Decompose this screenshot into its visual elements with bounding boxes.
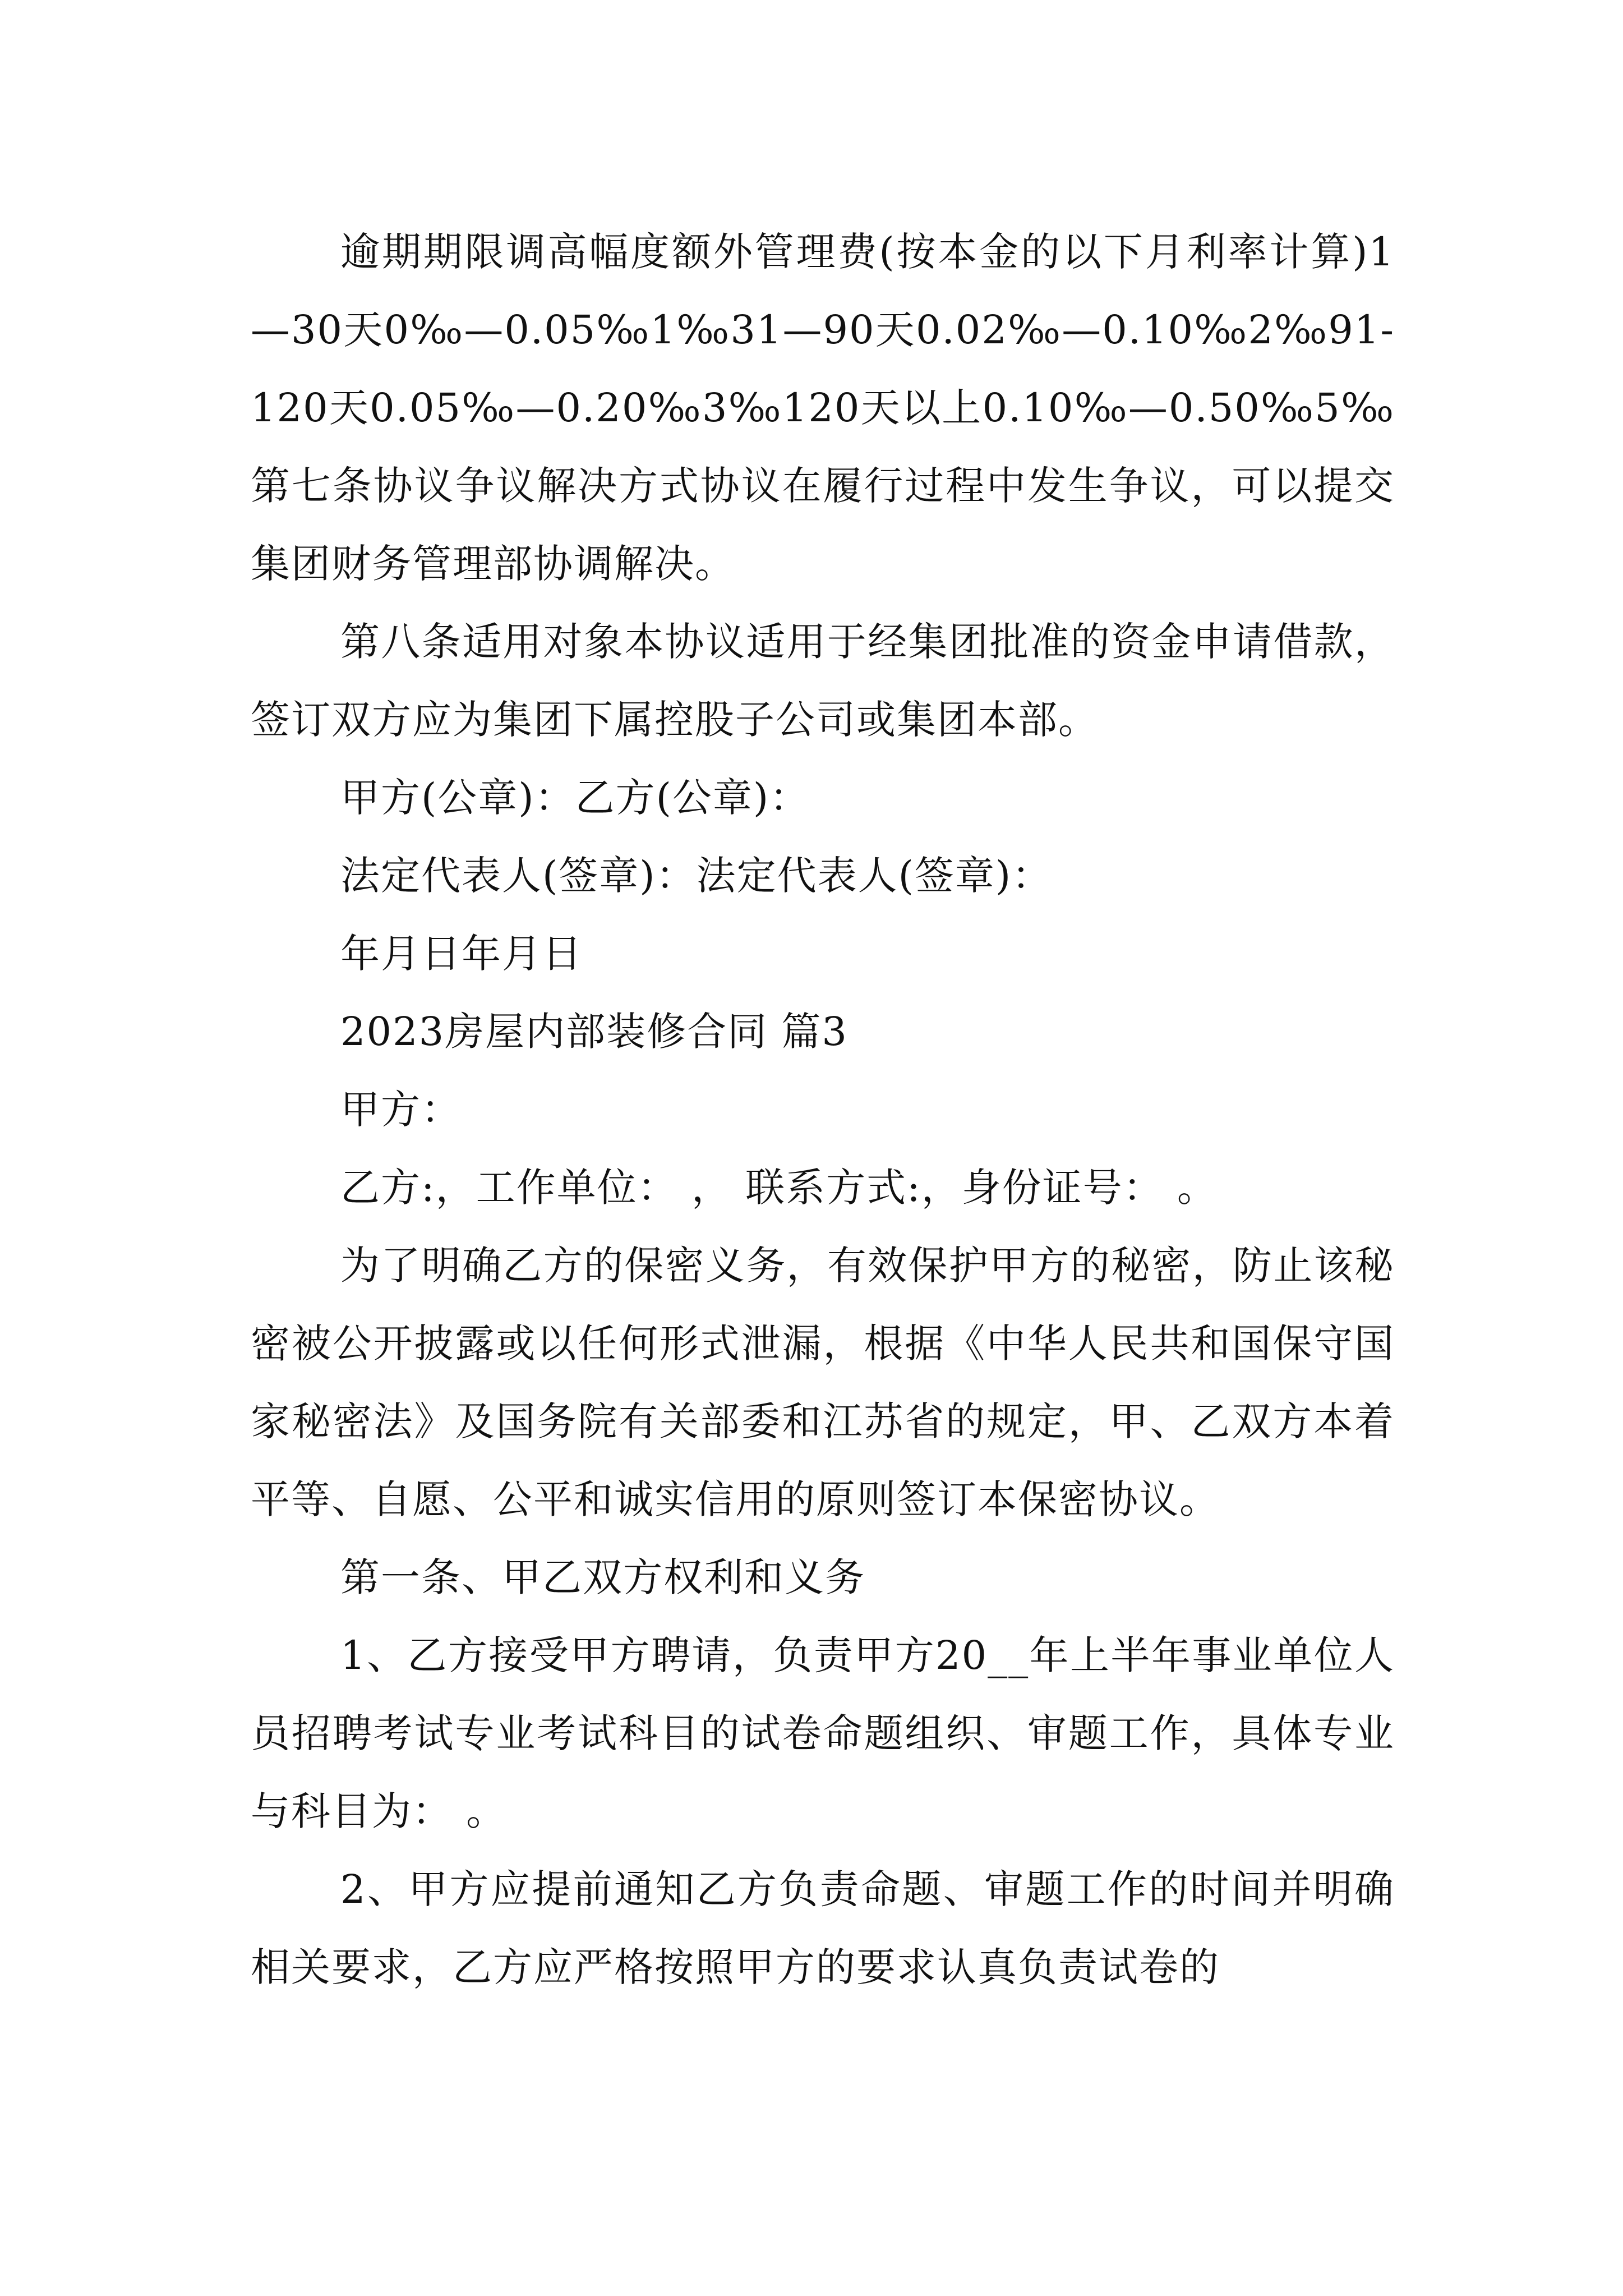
paragraph-party-a: 甲方：	[340, 1087, 462, 1133]
paragraph-legal-representatives: 法定代表人(签章)：法定代表人(签章)：	[340, 853, 1053, 899]
paragraph-clause-1: 1、乙方接受甲方聘请，负责甲方20__年上半年事业单位人员招聘考试专业考试科目的试卷命题组织、审题工作，具体专业与科目为： 。	[251, 1632, 1395, 1834]
paragraph-dates: 年月日年月日	[340, 931, 583, 977]
paragraph-seals: 甲方(公章)：乙方(公章)：	[340, 775, 810, 821]
document-body	[251, 213, 1395, 2007]
paragraph-clause-2: 2、甲方应提前通知乙方负责命题、审题工作的时间并明确相关要求，乙方应严格按照甲方的要求认真负责试卷的	[251, 1866, 1395, 1990]
paragraph-article-1-heading: 第一条、甲乙双方权利和义务	[340, 1554, 865, 1600]
section-heading: 2023房屋内部装修合同 篇3	[340, 1009, 848, 1055]
paragraph-overdue-fees: 逾期期限调高幅度额外管理费(按本金的以下月利率计算)1—30天0‰—0.05‰1‰31—90天0.02‰—0.10‰2‰91-120天0.05‰—0.20‰3‰120天以上0.10‰—0.50‰5‰第七条协议争议解决方式协议在履行过程中发生争议，可以提交集团财务管理部协调解决。	[251, 229, 1395, 587]
paragraph-party-b: 乙方:，工作单位： ， 联系方式:，身份证号： 。	[340, 1165, 1218, 1211]
paragraph-purpose: 为了明确乙方的保密义务，有效保护甲方的秘密，防止该秘密被公开披露或以任何形式泄漏，根据《中华人民共和国保守国家秘密法》及国务院有关部委和江苏省的规定，甲、乙双方本着平等、自愿、公平和诚实信用的原则签订本保密协议。	[251, 1243, 1395, 1522]
paragraph-article-8: 第八条适用对象本协议适用于经集团批准的资金申请借款，签订双方应为集团下属控股子公司或集团本部。	[251, 619, 1395, 743]
